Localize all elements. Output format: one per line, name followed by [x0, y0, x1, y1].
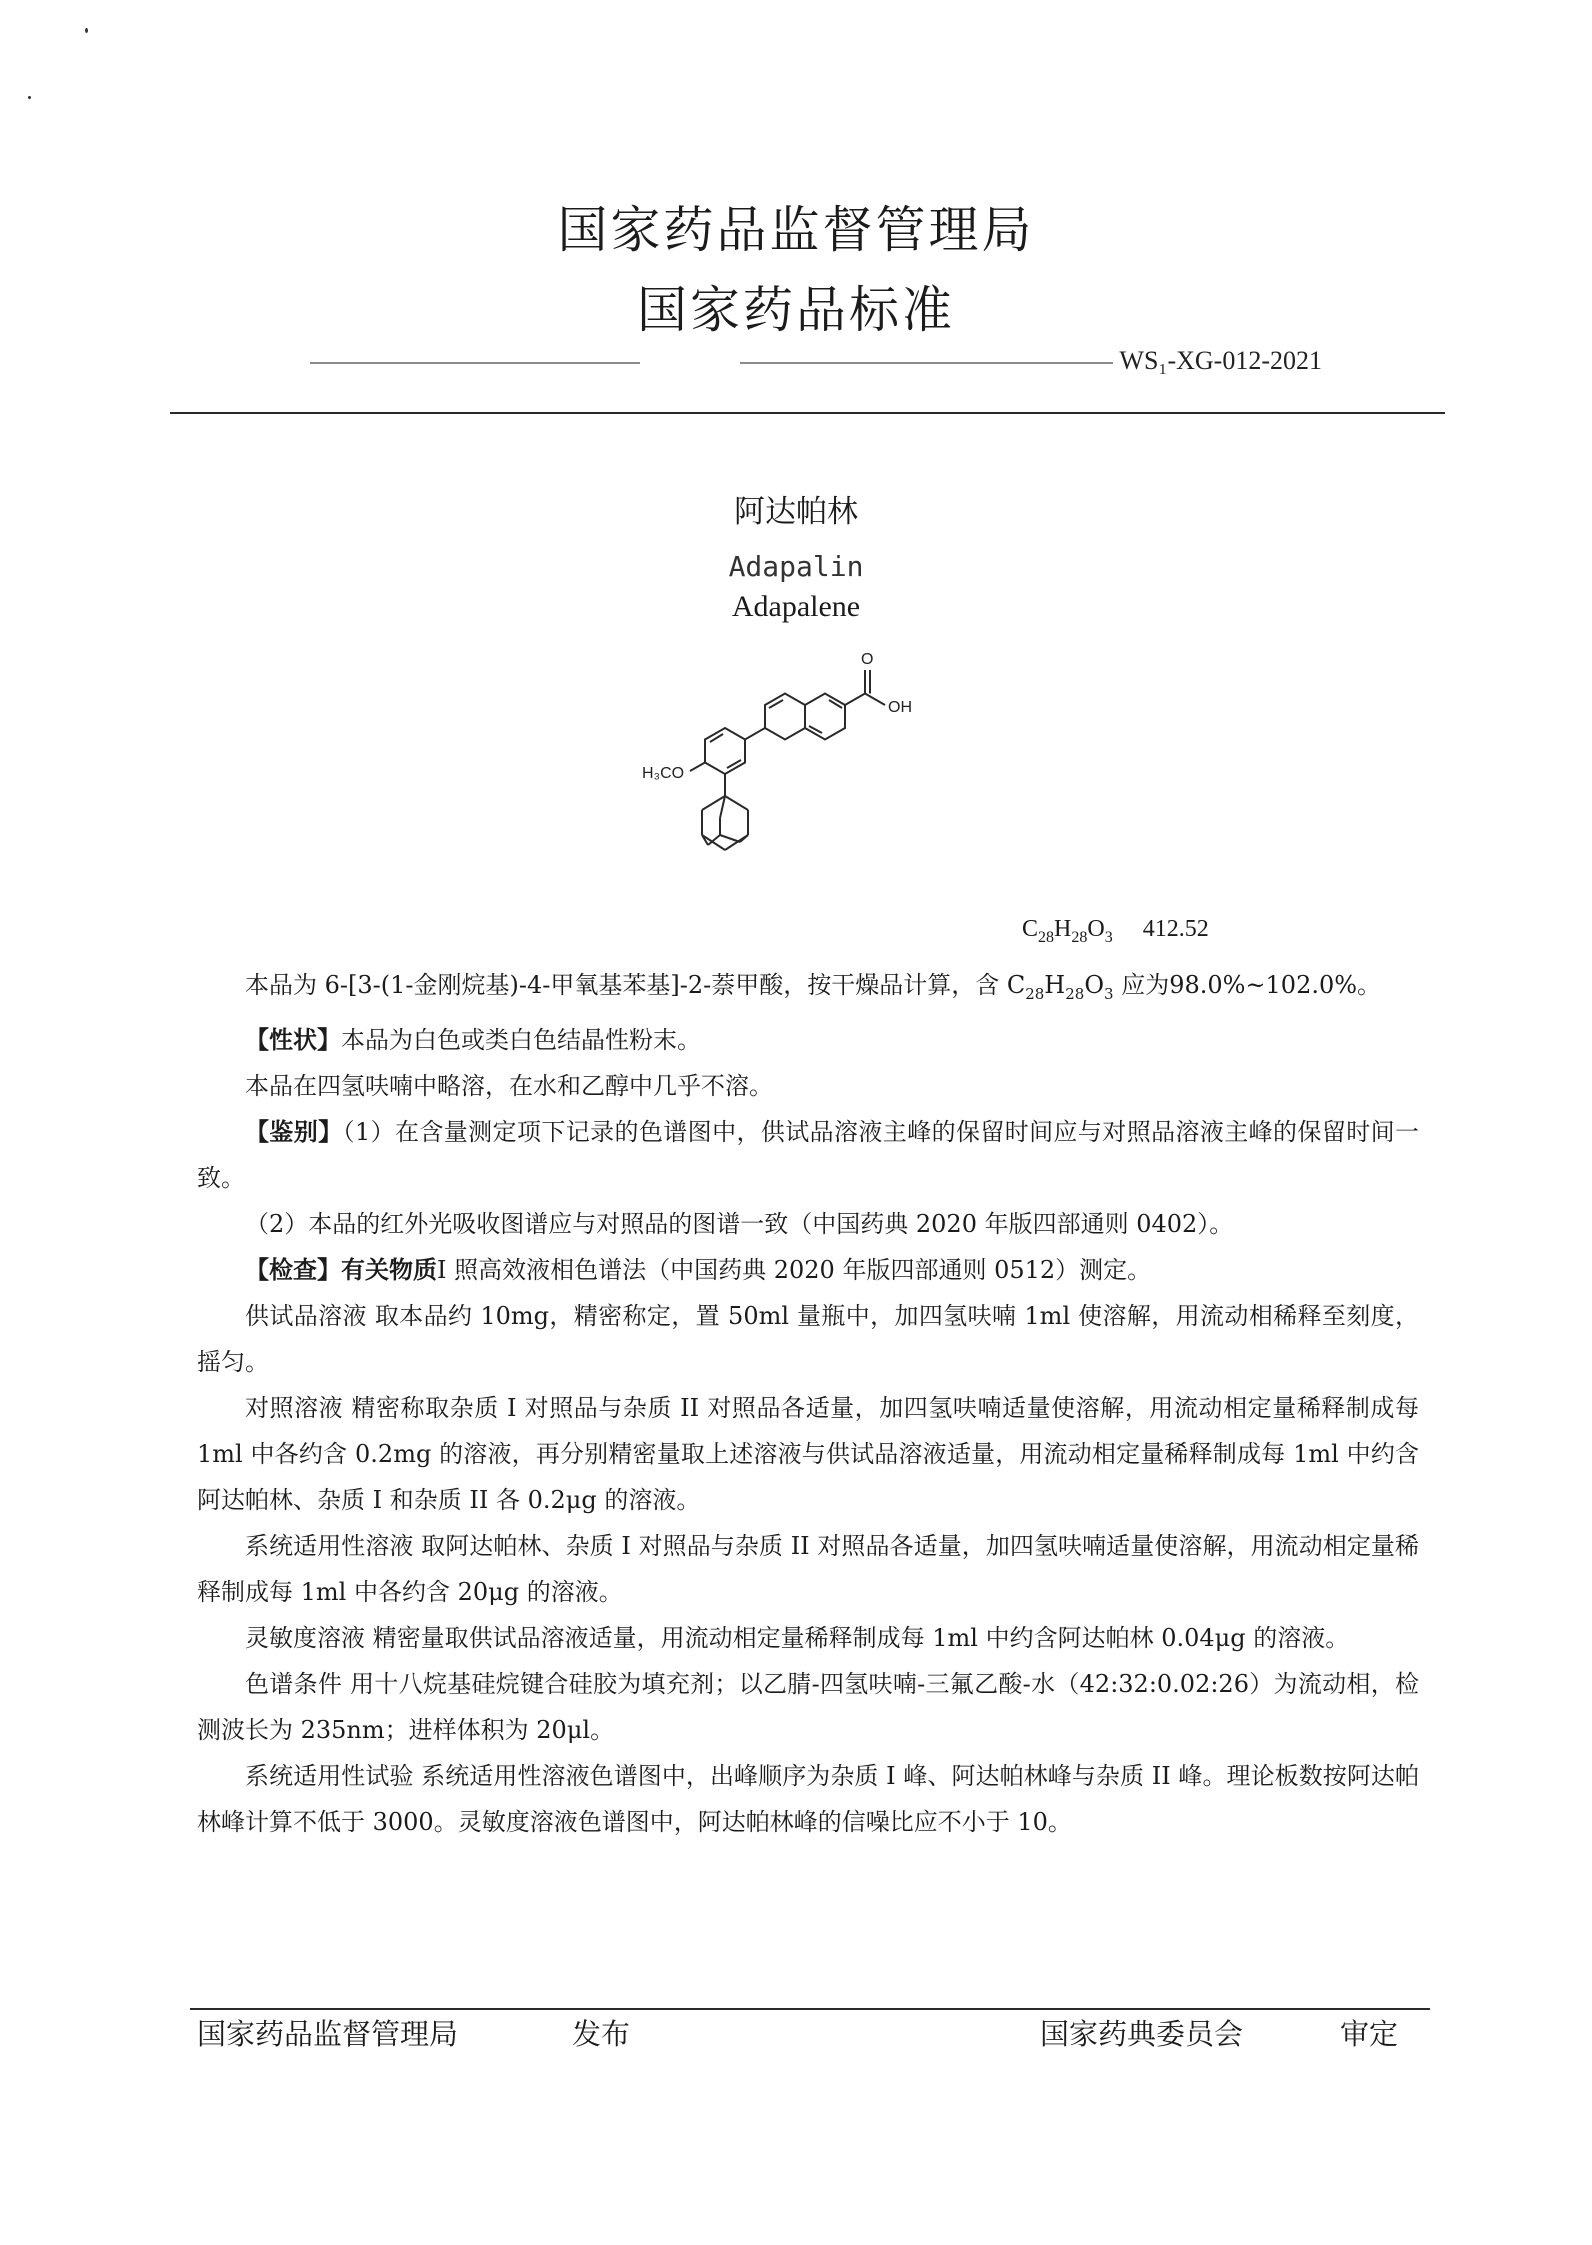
paragraph-tests: 【检查】有关物质I 照高效液相色谱法（中国药典 2020 年版四部通则 0512）测定。 [245, 1255, 1152, 1284]
paragraph-chromatographic-conditions: 色谱条件 用十八烷基硅烷键合硅胶为填充剂；以乙腈-四氢呋喃-三氟乙酸-水（42:32:0.02:26）为流动相，检测波长为 235nm；进样体积为 20μl。 [197, 1669, 1419, 1744]
standard-code: WS₁-XG-012-2021 [1113, 346, 1322, 376]
drug-name-zh: 阿达帕林 [734, 494, 858, 530]
paragraph-sensitivity-solution: 灵敏度溶液 精密量取供试品溶液适量，用流动相定量稀释制成每 1ml 中约含阿达帕林 0.04μg 的溶液。 [245, 1623, 1350, 1652]
chemical-structure [570, 630, 970, 940]
header-rule [170, 412, 1445, 414]
carbonyl-o-label: O [861, 651, 874, 668]
reviewer-name: 国家药典委员会 [1040, 2017, 1244, 2051]
drug-name-en: Adapalene [731, 590, 861, 623]
scan-speck [85, 28, 88, 33]
methoxy-label: H₃CO [642, 765, 685, 782]
molecular-weight: 412.52 [1142, 916, 1209, 942]
paragraph-reference-solution: 对照溶液 精密称取杂质 I 对照品与杂质 II 对照品各适量，加四氢呋喃适量使溶解，用流动相定量稀释制成每 1ml 中各约含 0.2mg 的溶液，再分别精密量取上述溶液与供试品溶液适量，用流动相定量稀释制成每 1ml 中约含阿达帕林、杂质 I 和杂质 II 各 0.2μg 的溶液。 [197, 1393, 1419, 1514]
footer-rule [190, 2008, 1430, 2010]
review-label: 审定 [1340, 2017, 1399, 2051]
hydroxyl-label: OH [888, 699, 912, 716]
standard-heading: 国家药品标准 [637, 281, 955, 339]
agency-heading: 国家药品监督管理局 [557, 201, 1035, 259]
paragraph-description: 【性状】本品为白色或类白色结晶性粉末。 [245, 1025, 701, 1054]
header-line-gap [640, 356, 740, 368]
drug-name-pinyin: Adapalin [728, 550, 864, 583]
publisher-name: 国家药品监督管理局 [197, 2017, 459, 2051]
paragraph-identification-1: 【鉴别】（1）在含量测定项下记录的色谱图中，供试品溶液主峰的保留时间应与对照品溶液主峰的保留时间一致。 [197, 1117, 1419, 1192]
scan-speck [28, 96, 31, 99]
paragraph-test-solution: 供试品溶液 取本品约 10mg，精密称定，置 50ml 量瓶中，加四氢呋喃 1ml 使溶解，用流动相稀释至刻度，摇匀。 [197, 1301, 1419, 1376]
paragraph-identification-2: （2）本品的红外光吸收图谱应与对照品的图谱一致（中国药典 2020 年版四部通则 0402）。 [245, 1209, 1234, 1238]
publish-label: 发布 [572, 2017, 631, 2051]
paragraph-suitability-test: 系统适用性试验 系统适用性溶液色谱图中，出峰顺序为杂质 I 峰、阿达帕林峰与杂质 II 峰。理论板数按阿达帕林峰计算不低于 3000。灵敏度溶液色谱图中，阿达帕林峰的信噪比应不小于 10。 [197, 1761, 1419, 1836]
paragraph-suitability-solution: 系统适用性溶液 取阿达帕林、杂质 I 对照品与杂质 II 对照品各适量，加四氢呋喃适量使溶解，用流动相定量稀释制成每 1ml 中各约含 20μg 的溶液。 [197, 1531, 1419, 1606]
paragraph-solubility: 本品在四氢呋喃中略溶，在水和乙醇中几乎不溶。 [245, 1071, 773, 1100]
monograph-body [197, 962, 1419, 1845]
paragraph-content: 本品为 6-[3-(1-金刚烷基)-4-甲氧基苯基]-2-萘甲酸，按干燥品计算，含 $C_{28}H_{28}O_3$ 应为98.0%~102.0%。 [245, 971, 1382, 1003]
molecular-formula: $C_{28}H_{28}O_3$ 412.52 [1022, 916, 1209, 946]
